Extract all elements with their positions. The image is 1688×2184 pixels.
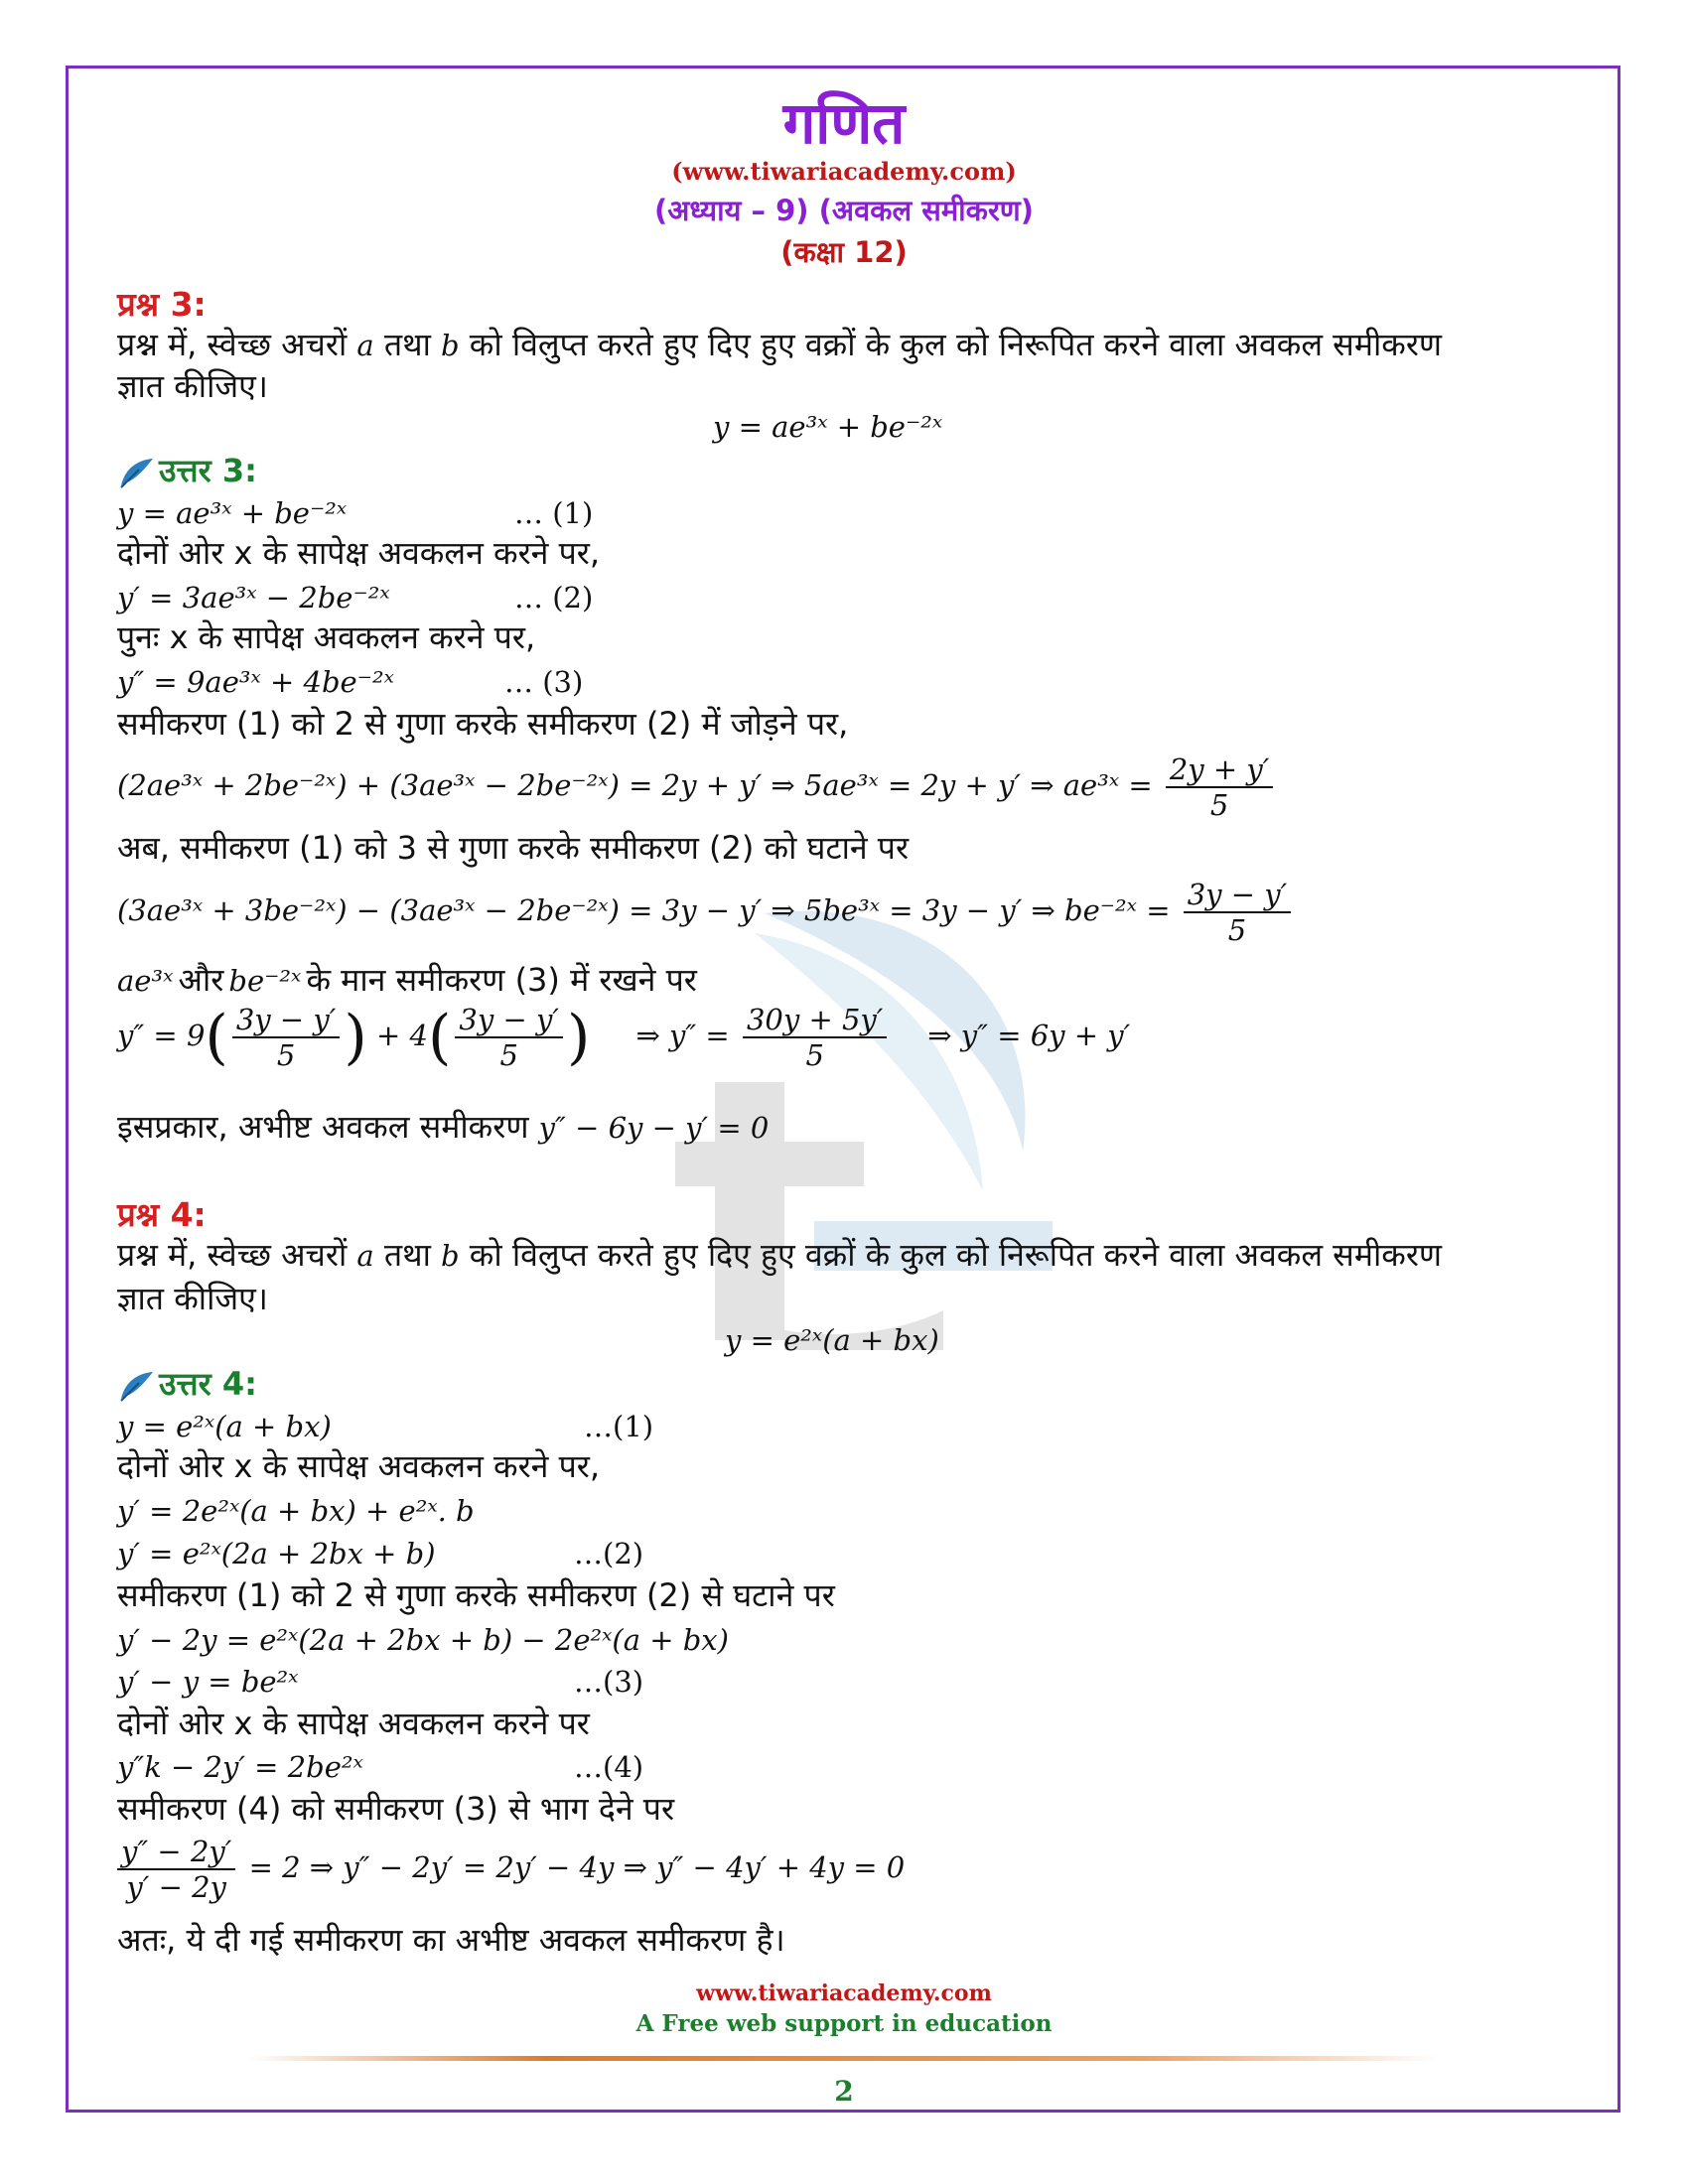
answer-4-line-5: समीकरण (1) को 2 से गुणा करके समीकरण (2) से घटाने पर: [117, 1576, 835, 1614]
page-title: गणित: [782, 89, 906, 157]
answer-4-line-2: दोनों ओर x के सापेक्ष अवकलन करने पर,: [117, 1447, 601, 1485]
footer-website: www.tiwariacademy.com: [696, 1980, 992, 2006]
answer-4-conclusion: अतः, ये दी गई समीकरण का अभीष्ट अवकल समीकरण है।: [117, 1921, 785, 1959]
answer-4-line-7: y′ − y = be²ˣ: [117, 1665, 299, 1699]
answer-4-line-6: y′ − 2y = e²ˣ(2a + 2bx + b) − 2e²ˣ(a + bx): [117, 1623, 729, 1657]
equation-tag-2: …(2): [574, 1537, 644, 1570]
answer-4-line-10: समीकरण (4) को समीकरण (3) से भाग देने पर: [117, 1790, 675, 1828]
answer-3-line-2: दोनों ओर x के सापेक्ष अवकलन करने पर,: [117, 534, 601, 572]
answer-3-equation-7: (2ae³ˣ + 2be⁻²ˣ) + (3ae³ˣ − 2be⁻²ˣ) = 2y + y′ ⇒ 5ae³ˣ = 2y + y′ ⇒ ae³ˣ = $\frac{2y + y'}{5}$: [117, 752, 1277, 822]
answer-4-equation-11: $\frac{y'' - 2y'}{y' - 2y}$ = 2 ⇒ y″ − 2y′ = 2y′ − 4y ⇒ y″ − 4y′ + 4y = 0: [113, 1835, 905, 1904]
equation-tag-2: … (2): [514, 581, 594, 614]
chapter-label: (अध्याय – 9) (अवकल समीकरण): [653, 194, 1035, 227]
answer-4-line-3: y′ = 2e²ˣ(a + bx) + e²ˣ. b: [117, 1494, 475, 1528]
answer-3-line-5: y″ = 9ae³ˣ + 4be⁻²ˣ: [117, 665, 394, 699]
answer-3-line-8: अब, समीकरण (1) को 3 से गुणा करके समीकरण (2) को घटाने पर: [117, 829, 910, 867]
answer-4-heading: उत्तर 4:: [117, 1362, 257, 1405]
footer-tagline: A Free web support in education: [635, 2010, 1053, 2037]
page-number: 2: [834, 2075, 854, 2108]
equation-tag-4: …(4): [574, 1750, 644, 1784]
question-4-text: प्रश्न में, स्वेच्छ अचरों a तथा b को विलुप्त करते हुए दिए हुए वक्रों के कुल को निरूपित करने वाला अवकल समीकरण: [117, 1236, 1443, 1274]
answer-3-line-6: समीकरण (1) को 2 से गुणा करके समीकरण (2) में जोड़ने पर,: [117, 705, 849, 743]
answer-3-line-3: y′ = 3ae³ˣ − 2be⁻²ˣ: [117, 581, 390, 614]
question-4-equation: y = e²ˣ(a + bx): [725, 1323, 939, 1357]
answer-4-line-4: y′ = e²ˣ(2a + 2bx + b): [117, 1537, 436, 1570]
question-3-text-end: ज्ञात कीजिए।: [117, 367, 268, 405]
feather-icon: [117, 456, 155, 489]
answer-3-line-1: y = ae³ˣ + be⁻²ˣ: [117, 496, 348, 530]
header-website: (www.tiwariacademy.com): [671, 157, 1017, 186]
answer-3-equation-11: y″ = 9( $\frac{3y - y'}{5}$ ) + 4( $\frac{3y - y'}{5}$ ) ⇒ y″ = $\frac{30y + 5y'}{5}$ ⇒ y″ = 6y + y′: [117, 1003, 1131, 1072]
question-3-text: प्रश्न में, स्वेच्छ अचरों a तथा b को विलुप्त करते हुए दिए हुए वक्रों के कुल को निरूपित करने वाला अवकल समीकरण: [117, 326, 1443, 363]
answer-3-line-4: पुनः x के सापेक्ष अवकलन करने पर,: [117, 618, 536, 656]
equation-tag-1: … (1): [514, 496, 594, 530]
answer-3-line-10: ae³ˣ और be⁻²ˣ के मान समीकरण (3) में रखने पर: [117, 961, 697, 999]
feather-icon: [117, 1369, 155, 1403]
answer-4-line-8: दोनों ओर x के सापेक्ष अवकलन करने पर: [117, 1705, 590, 1742]
question-3-equation: y = ae³ˣ + be⁻²ˣ: [713, 410, 943, 444]
class-label: (कक्षा 12): [780, 235, 908, 269]
answer-4-line-9: y″k − 2y′ = 2be²ˣ: [117, 1750, 363, 1784]
answer-3-equation-9: (3ae³ˣ + 3be⁻²ˣ) − (3ae³ˣ − 2be⁻²ˣ) = 3y − y′ ⇒ 5be³ˣ = 3y − y′ ⇒ be⁻²ˣ = $\frac{3y - y'}{5}$: [117, 878, 1295, 947]
question-4-text-end: ज्ञात कीजिए।: [117, 1280, 268, 1317]
answer-4-line-1: y = e²ˣ(a + bx): [117, 1410, 332, 1443]
question-3-heading: प्रश्न 3:: [117, 285, 207, 324]
answer-3-heading: उत्तर 3:: [117, 449, 257, 491]
question-4-heading: प्रश्न 4:: [117, 1195, 207, 1234]
equation-tag-3: …(3): [574, 1665, 644, 1699]
footer-divider: [248, 2056, 1440, 2061]
equation-tag-3: … (3): [504, 665, 584, 699]
answer-3-conclusion: इसप्रकार, अभीष्ट अवकल समीकरण y″ − 6y − y′ = 0: [117, 1108, 770, 1146]
equation-tag-1: …(1): [584, 1410, 654, 1443]
